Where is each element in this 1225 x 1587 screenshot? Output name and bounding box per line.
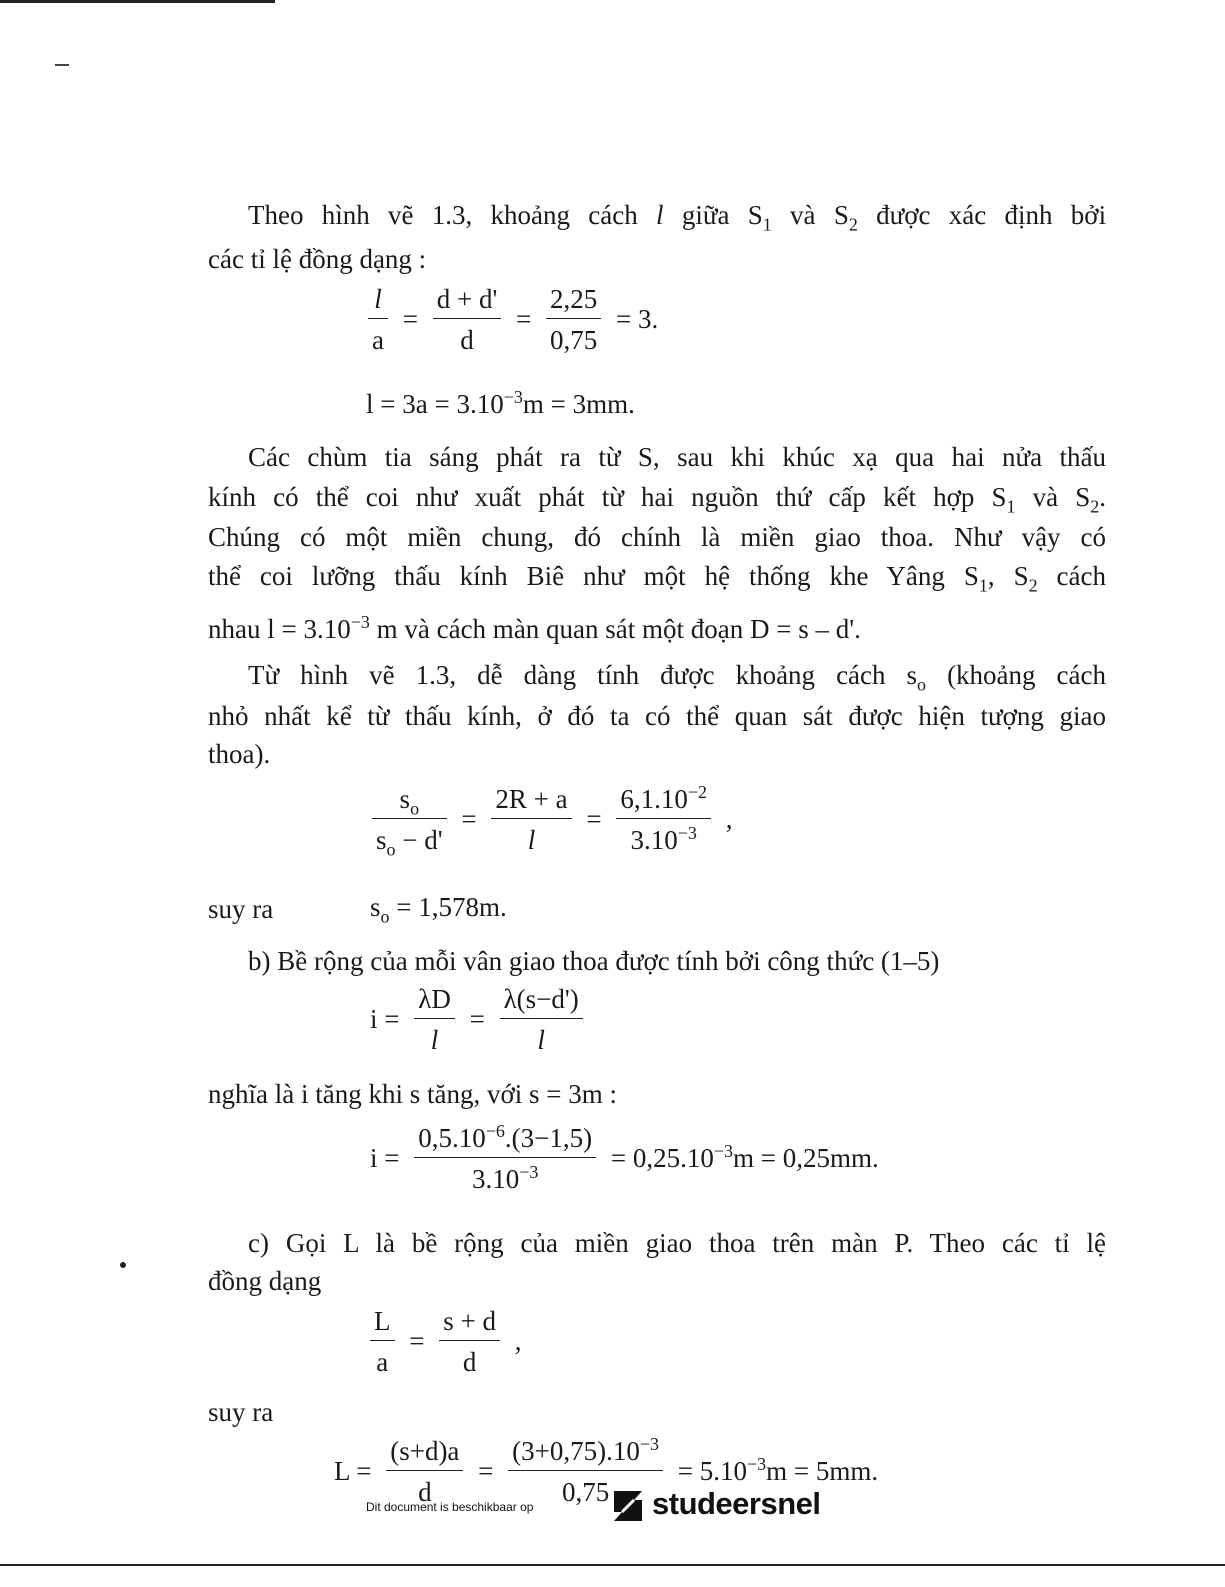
equation-L-value: L = $\frac{(s+d)a}{d}$ = $\frac{(3+0,75).10^{-3}}{0,75}$ = $5.10^{-3}m = 5mm$. — [334, 1434, 879, 1507]
fraction: $\frac{L}{a}$ — [370, 1304, 395, 1379]
variable-l: l — [656, 200, 664, 230]
fraction: $\frac{d + d'}{d}$ — [433, 282, 502, 357]
fraction: $\frac{6,1.10^{-2}}{3.10^{-3}}$ — [616, 782, 711, 857]
paragraph-line: nhau $l = 3.10^{-3}$ m và cách màn quan sát một đoạn D = s – d'. — [208, 612, 861, 644]
s1-symbol: $S_1$ — [747, 200, 772, 235]
paragraph-line: b) Bề rộng của mỗi vân giao thoa được tính bởi công thức (1–5) — [248, 946, 940, 976]
fraction: $\frac{\lambda(s-d')}{l}$ — [500, 982, 583, 1057]
paragraph-line: Từ hình vẽ 1.3, dễ dàng tính được khoảng cách $s_o$ (khoảng cách — [248, 660, 1107, 695]
paragraph-line: thể coi lưỡng thấu kính Biê như một hệ thống khe Yâng $S_1$, $S_2$ cách — [208, 561, 1106, 596]
equation-fringe-value: i = $\frac{0,5.10^{-6}.(3-1,5)}{3.10^{-3}}$ = $0,25.10^{-3}m = 0,25mm$. — [370, 1121, 879, 1194]
fraction: $\frac{\lambda D}{l}$ — [414, 982, 455, 1057]
fraction: $\frac{(s+d)a}{d}$ — [386, 1434, 463, 1509]
fraction: $\frac{(3+0,75).10^{-3}}{0,75}$ — [508, 1434, 663, 1509]
margin-mark — [55, 64, 69, 66]
fraction: $\frac{2R + a}{l}$ — [491, 782, 571, 857]
paragraph-line: c) Gọi L là bề rộng của miền giao thoa trên màn P. Theo các tỉ lệ — [248, 1228, 1106, 1258]
fraction: $\frac{2,25}{0,75}$ — [546, 282, 601, 357]
paragraph-line: nghĩa là i tăng khi s tăng, với s = 3m : — [208, 1079, 617, 1109]
paragraph-line: đồng dạng — [208, 1266, 322, 1296]
paragraph-line: Chúng có một miền chung, đó chính là miền giao thoa. Như vậy có — [208, 522, 1106, 552]
bottom-rule — [0, 1564, 1225, 1587]
studeersnel-logo-icon — [608, 1487, 648, 1525]
equation-l-value: $l = 3a = 3.10^{-3}m = 3mm$. — [366, 387, 635, 419]
equation-ratio: $\frac{l}{a}$ = $\frac{d + d'}{d}$ = $\frac{2,25}{0,75}$ = 3. — [364, 282, 662, 357]
paragraph-line: kính có thể coi như xuất phát từ hai nguồn thứ cấp kết hợp $S_1$ và $S_2$. — [208, 482, 1106, 517]
text: được xác định bởi — [876, 200, 1107, 230]
equation-s0: $\frac{s_o}{s_o - d'}$ = $\frac{2R + a}{l}$ = $\frac{6,1.10^{-2}}{3.10^{-3}}$ , — [368, 782, 736, 857]
fraction: $\frac{0,5.10^{-6}.(3-1,5)}{3.10^{-3}}$ — [414, 1121, 596, 1196]
studeersnel-footer[interactable] — [366, 1484, 866, 1528]
equation-s0-value: $s_o = 1,578m$. — [370, 892, 507, 927]
fraction: $\frac{l}{a}$ — [368, 282, 388, 357]
fraction: $\frac{s_o}{s_o - d'}$ — [372, 782, 447, 857]
paragraph-line — [248, 196, 1106, 234]
paragraph-line: suy ra — [208, 894, 274, 924]
brand-name: studeersnel — [652, 1486, 821, 1521]
equation-ratio-L: $\frac{L}{a}$ = $\frac{s + d}{d}$ , — [366, 1304, 525, 1379]
availability-notice: Dit document is beschikbaar op — [366, 1500, 534, 1514]
paragraph-line: thoa). — [208, 739, 271, 769]
paragraph-line: Các chùm tia sáng phát ra từ S, sau khi khúc xạ qua hai nửa thấu — [248, 442, 1106, 472]
text: giữa — [681, 200, 730, 230]
paragraph-line: suy ra — [208, 1397, 274, 1427]
text: và — [790, 200, 816, 230]
text: Theo hình vẽ 1.3, khoảng cách — [248, 200, 638, 230]
s2-symbol: $S_2$ — [833, 200, 858, 235]
paragraph-line: các tỉ lệ đồng dạng : — [208, 244, 427, 274]
top-rule — [0, 0, 275, 3]
paragraph-line: nhỏ nhất kể từ thấu kính, ở đó ta có thể quan sát được hiện tượng giao — [208, 701, 1106, 731]
fraction: $\frac{s + d}{d}$ — [439, 1304, 500, 1379]
equation-fringe-width: i = $\frac{\lambda D}{l}$ = $\frac{\lambda(s-d')}{l}$ — [366, 982, 587, 1057]
margin-dot — [120, 1262, 126, 1268]
